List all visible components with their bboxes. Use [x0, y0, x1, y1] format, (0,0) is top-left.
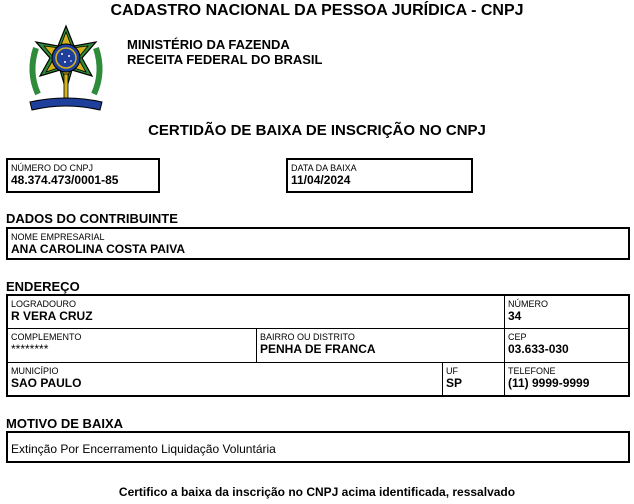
cnpj-box: [6, 158, 160, 193]
certification-text: Certifico a baixa da inscrição no CNPJ acima identificada, ressalvado: [118, 485, 516, 499]
cep-label: CEP: [508, 332, 527, 342]
brazil-coat-of-arms-icon: [24, 24, 108, 114]
complemento-cell: [8, 331, 84, 357]
municipio-value: SAO PAULO: [11, 376, 82, 390]
issuer-block: [127, 37, 323, 67]
bairro-value: PENHA DE FRANCA: [260, 342, 376, 356]
cep-cell: [505, 331, 572, 357]
bairro-label: BAIRRO OU DISTRITO: [260, 332, 355, 342]
agency-name: RECEITA FEDERAL DO BRASIL: [127, 52, 323, 67]
baixa-date-box: [286, 158, 473, 193]
numero-label: NÚMERO: [508, 299, 548, 309]
section-endereco: ENDEREÇO: [6, 279, 80, 294]
numero-value: 34: [508, 309, 522, 323]
telefone-label: TELEFONE: [508, 366, 556, 376]
complemento-value: ********: [11, 342, 49, 356]
baixa-date-value: 11/04/2024: [291, 173, 351, 187]
uf-label: UF: [446, 366, 458, 376]
cnpj-label: NÚMERO DO CNPJ: [11, 163, 94, 173]
endereco-box: [6, 294, 630, 397]
motivo-value: Extinção Por Encerramento Liquidação Voluntária: [11, 442, 276, 456]
section-motivo: MOTIVO DE BAIXA: [6, 416, 124, 431]
ministry-name: MINISTÉRIO DA FAZENDA: [127, 37, 290, 52]
municipio-label: MUNICÍPIO: [11, 366, 59, 376]
page-header-title: CADASTRO NACIONAL DA PESSOA JURÍDICA - CNPJ: [110, 2, 524, 19]
uf-cell: [443, 365, 465, 391]
cnpj-value: 48.374.473/0001-85: [11, 173, 119, 187]
baixa-date-label: DATA DA BAIXA: [291, 163, 357, 173]
cep-value: 03.633-030: [508, 342, 569, 356]
motivo-box: [6, 431, 630, 463]
numero-cell: [505, 298, 551, 324]
nome-empresarial-label: NOME EMPRESARIAL: [11, 232, 105, 242]
logradouro-value: R VERA CRUZ: [11, 309, 93, 323]
uf-value: SP: [446, 376, 463, 390]
section-contribuinte: DADOS DO CONTRIBUINTE: [6, 211, 178, 226]
telefone-value: (11) 9999-9999: [508, 376, 590, 390]
telefone-cell: [505, 365, 592, 391]
nome-empresarial-box: [6, 227, 630, 260]
logradouro-label: LOGRADOURO: [11, 299, 77, 309]
nome-empresarial-value: ANA CAROLINA COSTA PAIVA: [11, 242, 185, 256]
complemento-label: COMPLEMENTO: [11, 332, 82, 342]
municipio-cell: [8, 365, 84, 391]
document-title: CERTIDÃO DE BAIXA DE INSCRIÇÃO NO CNPJ: [148, 122, 486, 139]
logradouro-cell: [8, 298, 96, 324]
bairro-cell: [257, 331, 379, 357]
